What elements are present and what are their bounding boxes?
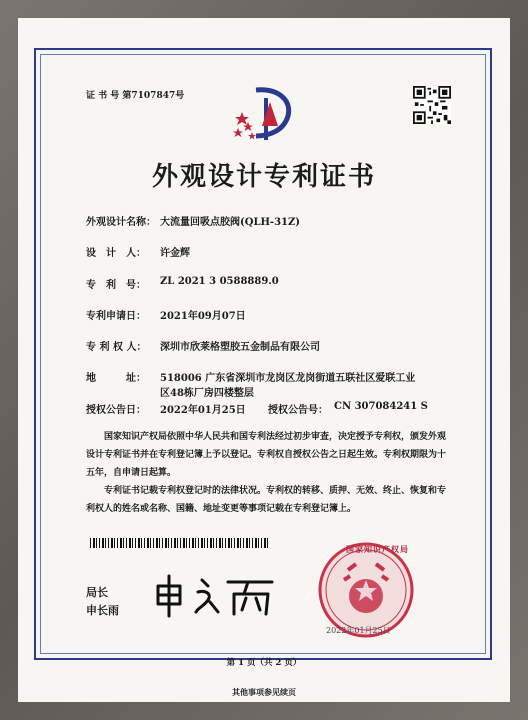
barcode-icon — [90, 538, 268, 548]
patentee-label: 专 利 权 人： — [86, 342, 147, 353]
publication-number-value: CN 307084241 S — [334, 401, 428, 412]
page-title: 外观设计专利证书 — [151, 162, 376, 192]
patent-office-emblem-icon — [226, 84, 300, 146]
seal-text: 国家知识产权局 — [346, 544, 409, 554]
design-name-value: 大流量回吸点胶阀(QLH-31Z) — [160, 217, 301, 228]
certificate-number: 证 书 号 第7107847号 — [86, 91, 185, 101]
certificate-body-paragraph-1: 国家知识产权局依照中华人民共和国专利法经过初步审查，决定授予专利权，颁发外观设计专利证书并在专利登记簿上予以登记。专利权自授权公告之日起生效。专利权期限为十五年，自申请日起算。 — [86, 432, 447, 478]
signer-title: 局长 — [86, 586, 108, 599]
filing-date-label: 专利申请日： — [86, 311, 146, 322]
address-line-1: 518006 广东省深圳市龙岗区龙岗街道五联社区爱联工业 — [160, 373, 416, 384]
continuation-note: 其他事项参见续页 — [232, 687, 296, 697]
grant-date-value: 2022年01月25日 — [160, 405, 246, 416]
grant-date-label: 授权公告日： — [86, 405, 146, 416]
patent-number-value: ZL 2021 3 0588889.0 — [160, 276, 279, 287]
address-line-2: 区48栋厂房四楼整层 — [160, 388, 254, 399]
patent-number-label: 专 利 号： — [86, 280, 146, 291]
design-name-label: 外观设计名称： — [86, 217, 156, 228]
signer-name: 申长雨 — [86, 604, 119, 617]
designer-value: 许金辉 — [160, 248, 190, 259]
filing-date-value: 2021年09月07日 — [160, 311, 246, 322]
page-indicator: 第 1 页（共 2 页） — [226, 658, 302, 668]
qr-code-icon — [413, 86, 451, 124]
publication-number-label: 授权公告号： — [268, 405, 328, 416]
seal-date: 2022年01月25日 — [326, 626, 391, 635]
certificate-body-paragraph-2: 专利证书记载专利权登记时的法律状况。专利权的转移、质押、无效、终止、恢复和专利权人的姓名或名称、国籍、地址变更等事项记载在专利登记簿上。 — [86, 486, 447, 514]
handwritten-signature — [150, 572, 280, 618]
designer-label: 设 计 人： — [86, 248, 146, 259]
address-label: 地 址： — [86, 373, 146, 384]
patentee-value: 深圳市欣莱格塑胶五金制品有限公司 — [160, 342, 320, 353]
